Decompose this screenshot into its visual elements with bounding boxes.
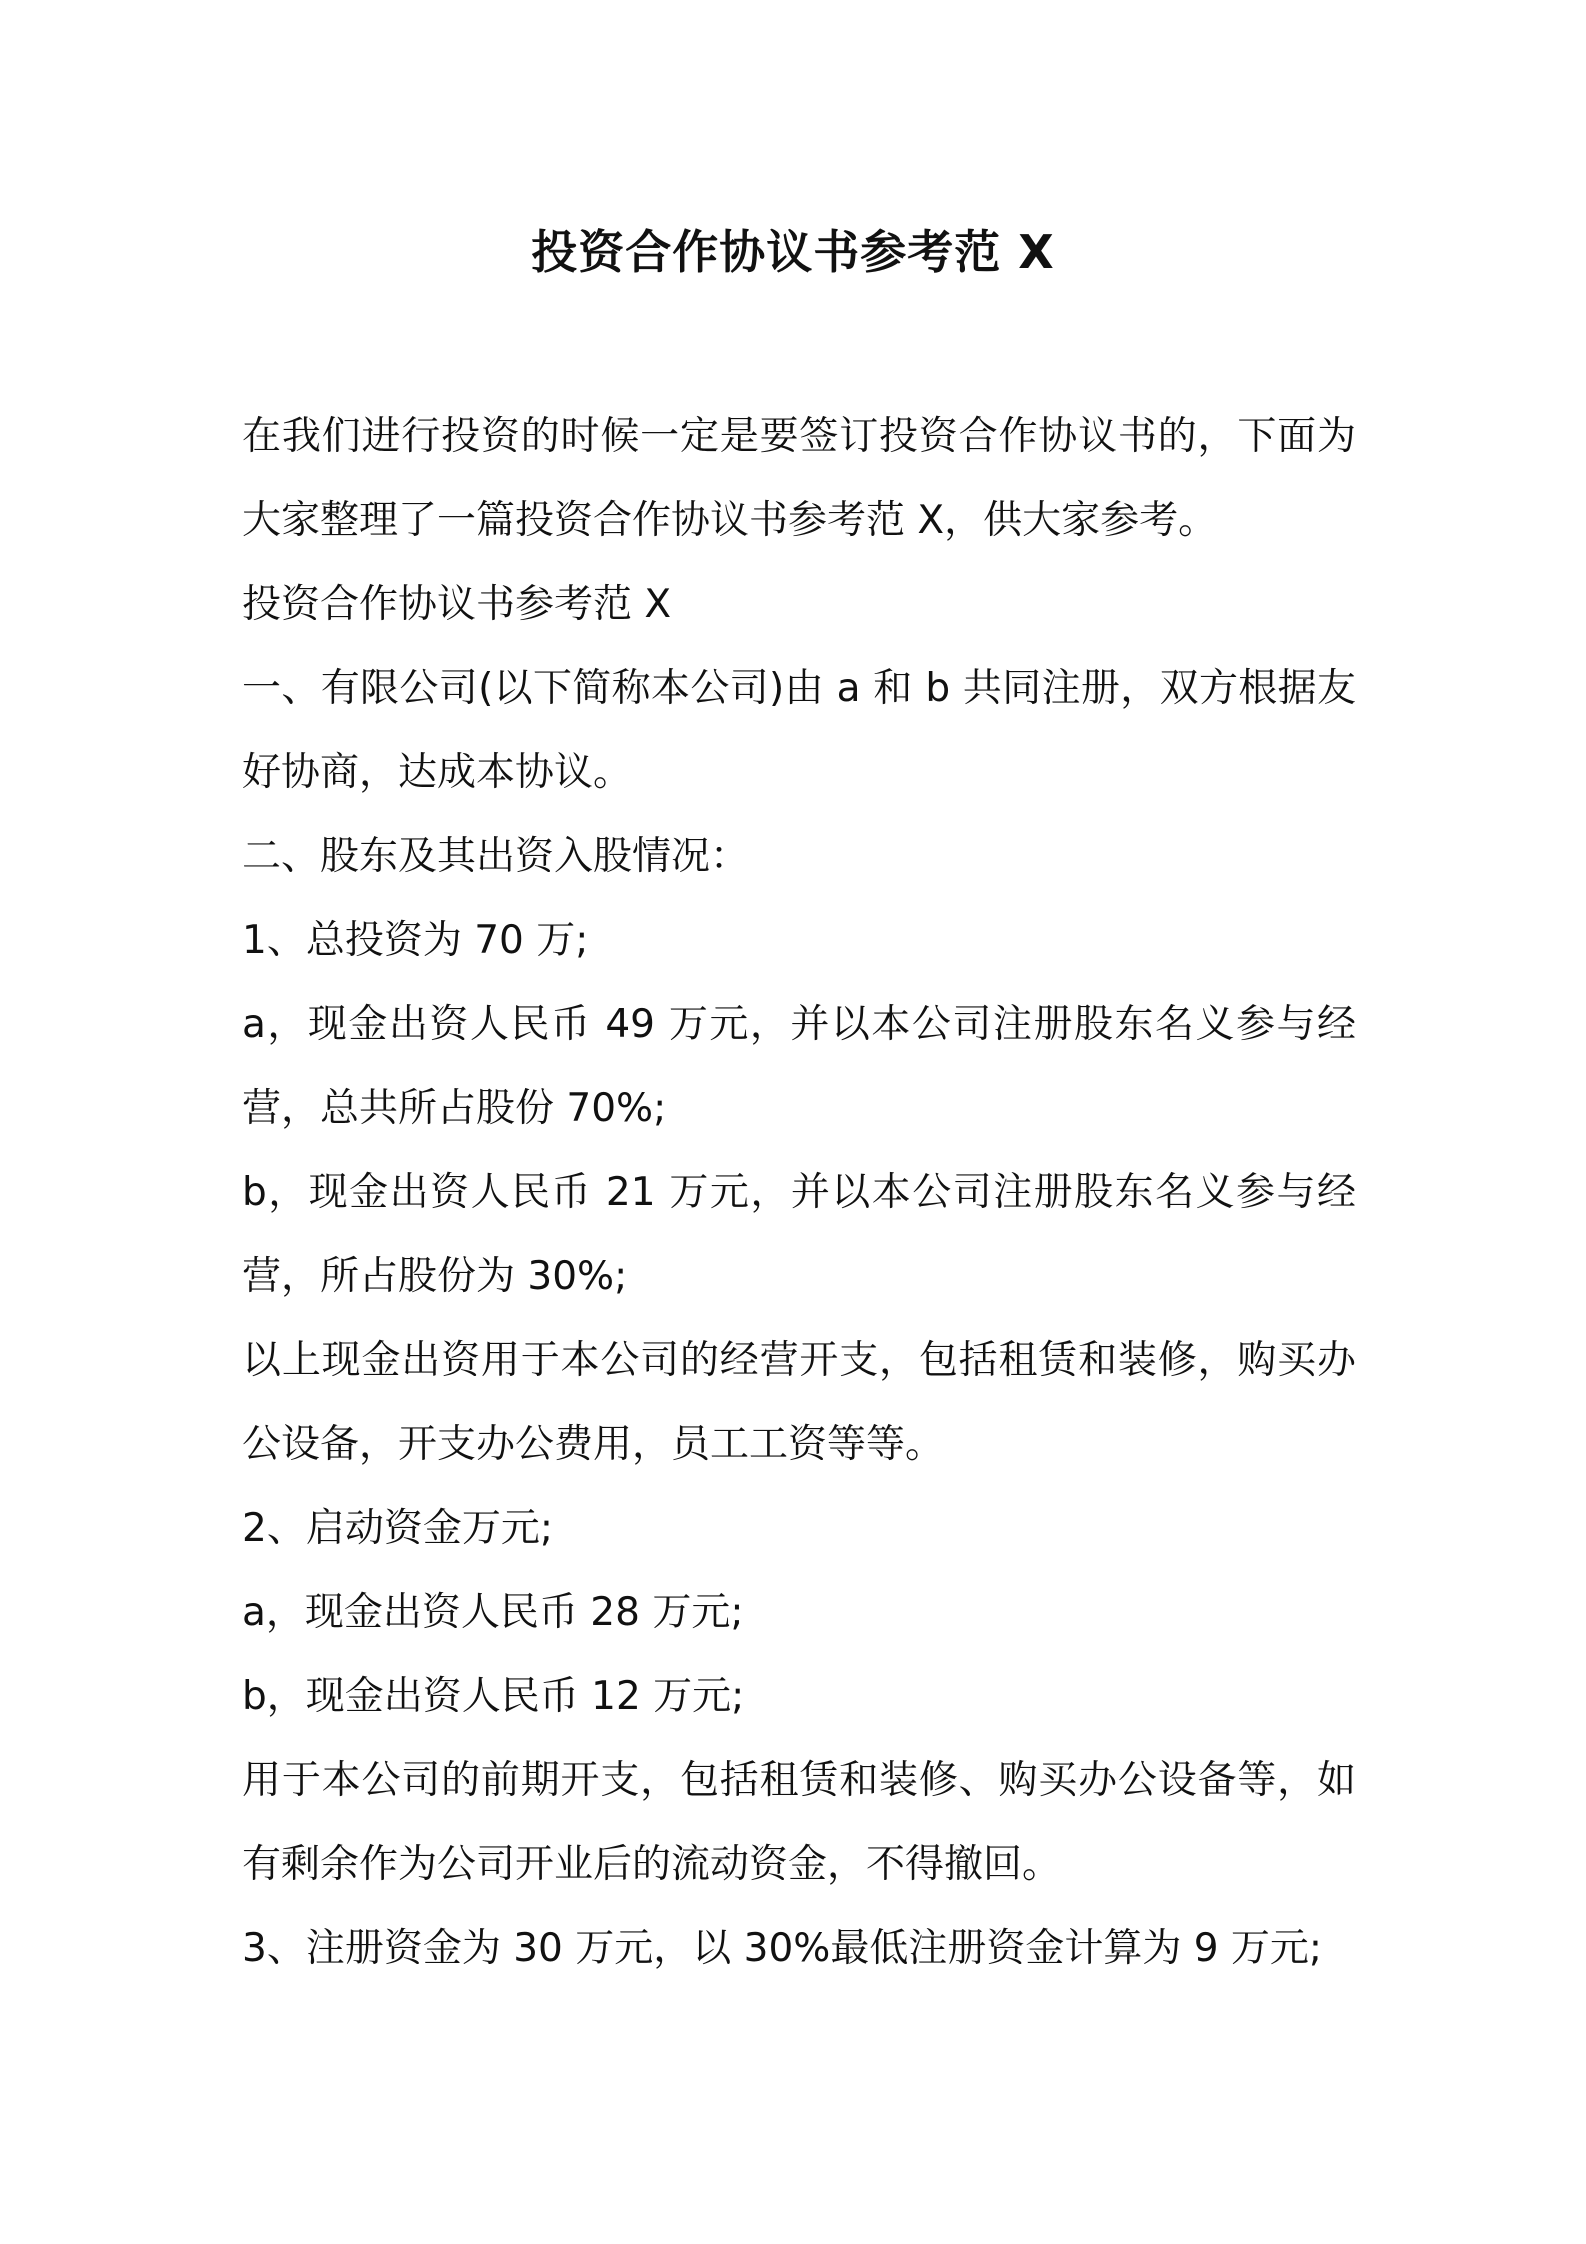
paragraph-intro-line-2: 大家整理了一篇投资合作协议书参考范 X，供大家参考。 <box>242 498 1218 543</box>
clause-one-line-1: 一、有限公司(以下简称本公司)由 a 和 b 共同注册，双方根据友 <box>242 666 1356 711</box>
clause-two-heading: 二、股东及其出资入股情况： <box>242 834 750 879</box>
item-b-startup: b，现金出资人民币 12 万元; <box>242 1674 745 1719</box>
item-a-share-line-2: 营，总共所占股份 70%; <box>242 1086 667 1131</box>
item-a-startup: a，现金出资人民币 28 万元; <box>242 1590 744 1635</box>
paragraph-intro-line-1: 在我们进行投资的时候一定是要签订投资合作协议书的，下面为 <box>242 414 1356 459</box>
item-registered-capital: 3、注册资金为 30 万元，以 30%最低注册资金计算为 9 万元; <box>242 1926 1323 1971</box>
item-total-investment: 1、总投资为 70 万; <box>242 918 589 963</box>
document-title: 投资合作协议书参考范 X <box>531 225 1055 279</box>
item-b-share-line-2: 营，所占股份为 30%; <box>242 1254 628 1299</box>
startup-usage-line-2: 有剩余作为公司开业后的流动资金，不得撤回。 <box>242 1842 1062 1887</box>
item-b-share-line-1: b，现金出资人民币 21 万元，并以本公司注册股东名义参与经 <box>242 1170 1356 1215</box>
funds-usage-line-2: 公设备，开支办公费用，员工工资等等。 <box>242 1422 945 1467</box>
section-heading: 投资合作协议书参考范 X <box>242 582 672 627</box>
clause-one-line-2: 好协商，达成本协议。 <box>242 750 633 795</box>
item-startup-funds: 2、启动资金万元; <box>242 1506 553 1551</box>
startup-usage-line-1: 用于本公司的前期开支，包括租赁和装修、购买办公设备等，如 <box>242 1758 1356 1803</box>
document-body <box>242 395 1356 1991</box>
item-a-share-line-1: a，现金出资人民币 49 万元，并以本公司注册股东名义参与经 <box>242 1002 1356 1047</box>
funds-usage-line-1: 以上现金出资用于本公司的经营开支，包括租赁和装修，购买办 <box>242 1338 1356 1383</box>
